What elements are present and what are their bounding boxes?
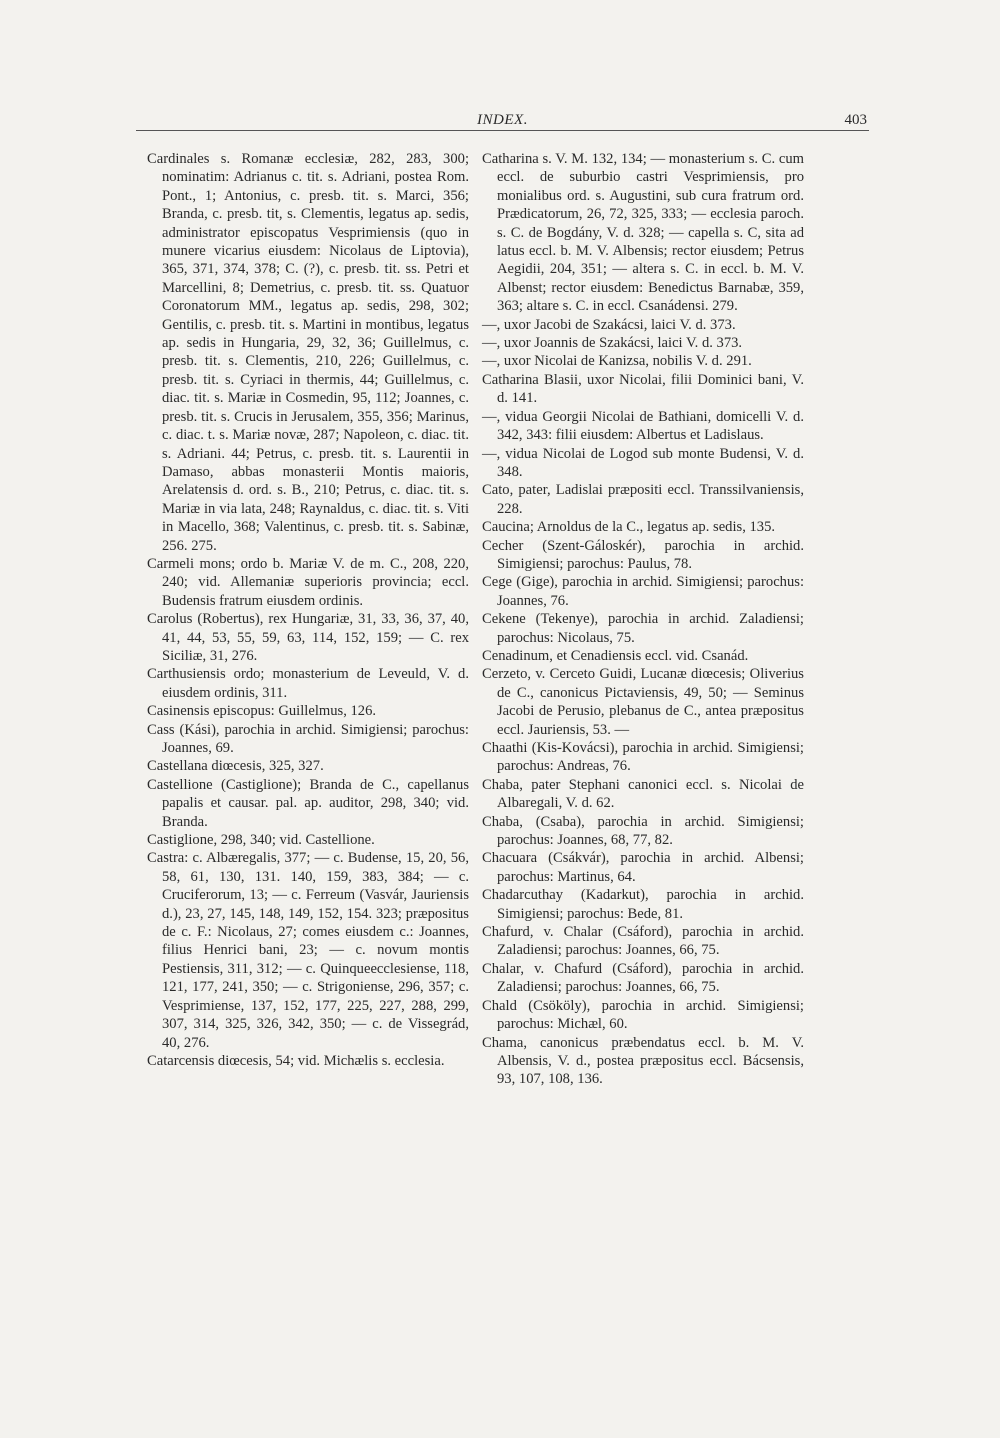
index-entry: Chald (Csököly), parochia in archid. Simigiensi; parochus: Michæl, 60. (482, 997, 804, 1033)
index-entry: —, uxor Nicolai de Kanizsa, nobilis V. d. 291. (482, 353, 752, 370)
index-entry: Carolus (Robertus), rex Hungariæ, 31, 33, 36, 37, 40, 41, 44, 53, 55, 59, 63, 114, 152, 159; — C. rex Siciliæ, 31, 276. (147, 611, 469, 664)
index-entry: Castellana diœcesis, 325, 327. (147, 758, 324, 775)
index-entry: Chafurd, v. Chalar (Csáford), parochia in archid. Zaladiensi; parochus: Joannes, 66, 75. (482, 924, 804, 959)
index-entry: Carmeli mons; ordo b. Mariæ V. de m. C., 208, 220, 240; vid. Allemaniæ superioris provincia; eccl. Budensis fratrum eiusdem ordinis. (147, 555, 469, 609)
index-entry: Castellione (Castiglione); Branda de C., capellanus papalis et causar. pal. ap. auditor, 298, 340; vid. Branda. (147, 776, 469, 830)
index-entry: Caucina; Arnoldus de la C., legatus ap. sedis, 135. (482, 519, 776, 536)
index-entry: Cass (Kási), parochia in archid. Simigiensi; parochus: Joannes, 69. (147, 721, 469, 756)
index-column-left (147, 150, 469, 1070)
header-rule (136, 130, 869, 131)
index-entry: —, uxor Joannis de Szakácsi, laici V. d. 373. (482, 335, 743, 352)
index-entry: Catharina s. V. M. 132, 134; — monasterium s. C. cum eccl. de suburbio castri Vesprimiensis, pro monialibus ord. s. Augustini, sub cura fratrum ord. Prædicatorum, 26, 72, 325, 333; — ecclesia paroch. s. C. de Bogdány, V. d. 328; — capella s. C, sita ad latus eccl. b. M. V. Albensis; rector eiusdem; Petrus Aegidii, 204, 351; — altera s. C. in eccl. b. M. V. Albenst; rector eiusdem: Benedictus Barnabæ, 359, 363; altare s. C. in eccl. Csanádensi. 279. (482, 151, 804, 315)
index-entry: Chaba, (Csaba), parochia in archid. Simigiensi; parochus: Joannes, 68, 77, 82. (482, 813, 804, 849)
running-title: INDEX. (477, 112, 528, 128)
index-entry: —, uxor Jacobi de Szakácsi, laici V. d. 373. (482, 316, 736, 333)
index-entry: Cecher (Szent-Gáloskér), parochia in archid. Simigiensi; parochus: Paulus, 78. (482, 537, 804, 572)
index-entry: Carthusiensis ordo; monasterium de Leveuld, V. d. eiusdem ordinis, 311. (147, 666, 469, 701)
index-entry: Chaathi (Kis-Kovácsi), parochia in archid. Simigiensi; parochus: Andreas, 76. (482, 740, 804, 775)
index-entry: Cardinales s. Romanæ ecclesiæ, 282, 283, 300; nominatim: Adrianus c. tit. s. Adriani, postea Rom. Pont., 1; Antonius, c. presb. tit. s. Marci, 356; Branda, c. presb. tit, s. Clementis, legatus ap. sedis, administrator episcopatus Vesprimiensis (quo in munere vicarius eiusdem: Nicolaus de Liptovia), 365, 371, 374, 378; C. (?), c. presb. tit. ss. Petri et Marcellini, 8; Demetrius, c. presb. tit. ss. Quatuor Coronatorum MM., legatus ap. sedis, 298, 302; Gentilis, c. presb. tit. s. Martini in montibus, legatus ap. sedis in Hungaria, 29, 32, 36; Guillelmus, c. presb. tit. s. Clementis, 210, 226; Guillelmus, c. presb. tit. s. Cyriaci in thermis, 44; Guillelmus, c. diac. tit. s. Mariæ in Cosmedin, 95, 112; Joannes, c. presb. tit. s. Crucis in Jerusalem, 355, 356; Marinus, c. diac. t. s. Mariæ novæ, 287; Napoleon, c. diac. tit. s. Adriani. 44; Petrus, c. presb. tit. s. Laurentii in Damaso, abbas monasterii Montis maioris, Arelatensis d. ord. s. B., 210; Petrus, c. diac. tit. s. Mariæ in via lata, 248; Raynaldus, c. diac. tit. s. Viti in Macello, 368; Valentinus, c. presb. tit. s. Sabinæ, 256. 275. (147, 151, 469, 554)
index-entry: Cege (Gige), parochia in archid. Simigiensi; parochus: Joannes, 76. (482, 574, 804, 609)
index-entry: Chalar, v. Chafurd (Csáford), parochia in archid. Zaladiensi; parochus: Joannes, 66, 75. (482, 960, 804, 996)
index-entry: Chacuara (Csákvár), parochia in archid. Albensi; parochus: Martinus, 64. (482, 850, 804, 885)
index-entry: Cekene (Tekenye), parochia in archid. Zaladiensi; parochus: Nicolaus, 75. (482, 611, 804, 646)
index-entry: —, vidua Georgii Nicolai de Bathiani, domicelli V. d. 342, 343: filii eiusdem: Albertus et Ladislaus. (482, 408, 804, 444)
index-entry: Cato, pater, Ladislai præpositi eccl. Transsilvaniensis, 228. (482, 482, 804, 517)
index-entry: Castra: c. Albæregalis, 377; — c. Budense, 15, 20, 56, 58, 61, 130, 131. 140, 159, 383, 384; — c. Cruciferorum, 13; — c. Ferreum (Vasvár, Jauriensis d.), 23, 27, 145, 148, 149, 152, 154. 323; præpositus de c. F.: Nicolaus, 27; comes eiusdem c.: Joannes, filius Henrici bani, 23; — c. novum montis Pestiensis, 311, 312; — c. Quinqueecclesiense, 118, 121, 177, 241, 350; — c. Strigoniense, 296, 357; c. Vesprimiense, 137, 152, 177, 225, 227, 288, 299, 307, 314, 325, 326, 342, 350; — c. de Vissegrád, 40, 276. (147, 850, 469, 1051)
index-column-right (482, 150, 804, 1089)
index-entry: —, vidua Nicolai de Logod sub monte Budensi, V. d. 348. (482, 445, 804, 480)
index-entry: Cerzeto, v. Cerceto Guidi, Lucanæ diœcesis; Oliverius de C., canonicus Pictaviensis, 49, 50; — Seminus Jacobi de Perusio, plebanus de C., antea præpositus eccl. Jauriensis, 53. — (482, 666, 804, 738)
index-entry: Chadarcuthay (Kadarkut), parochia in archid. Simigiensi; parochus: Bede, 81. (482, 887, 804, 922)
index-entry: Chaba, pater Stephani canonici eccl. s. Nicolai de Albaregali, V. d. 62. (482, 776, 804, 812)
index-entry: Catharina Blasii, uxor Nicolai, filii Dominici bani, V. d. 141. (482, 371, 804, 407)
page-number: 403 (844, 112, 867, 128)
index-entry: Casinensis episcopus: Guillelmus, 126. (147, 703, 377, 720)
index-entry: Castiglione, 298, 340; vid. Castellione. (147, 832, 375, 849)
index-entry: Chama, canonicus præbendatus eccl. b. M. V. Albensis, V. d., postea præpositus eccl. Bácsensis, 93, 107, 108, 136. (482, 1034, 804, 1088)
index-entry: Catarcensis diœcesis, 54; vid. Michælis s. ecclesia. (147, 1052, 445, 1069)
index-entry: Cenadinum, et Cenadiensis eccl. vid. Csanád. (482, 647, 749, 664)
